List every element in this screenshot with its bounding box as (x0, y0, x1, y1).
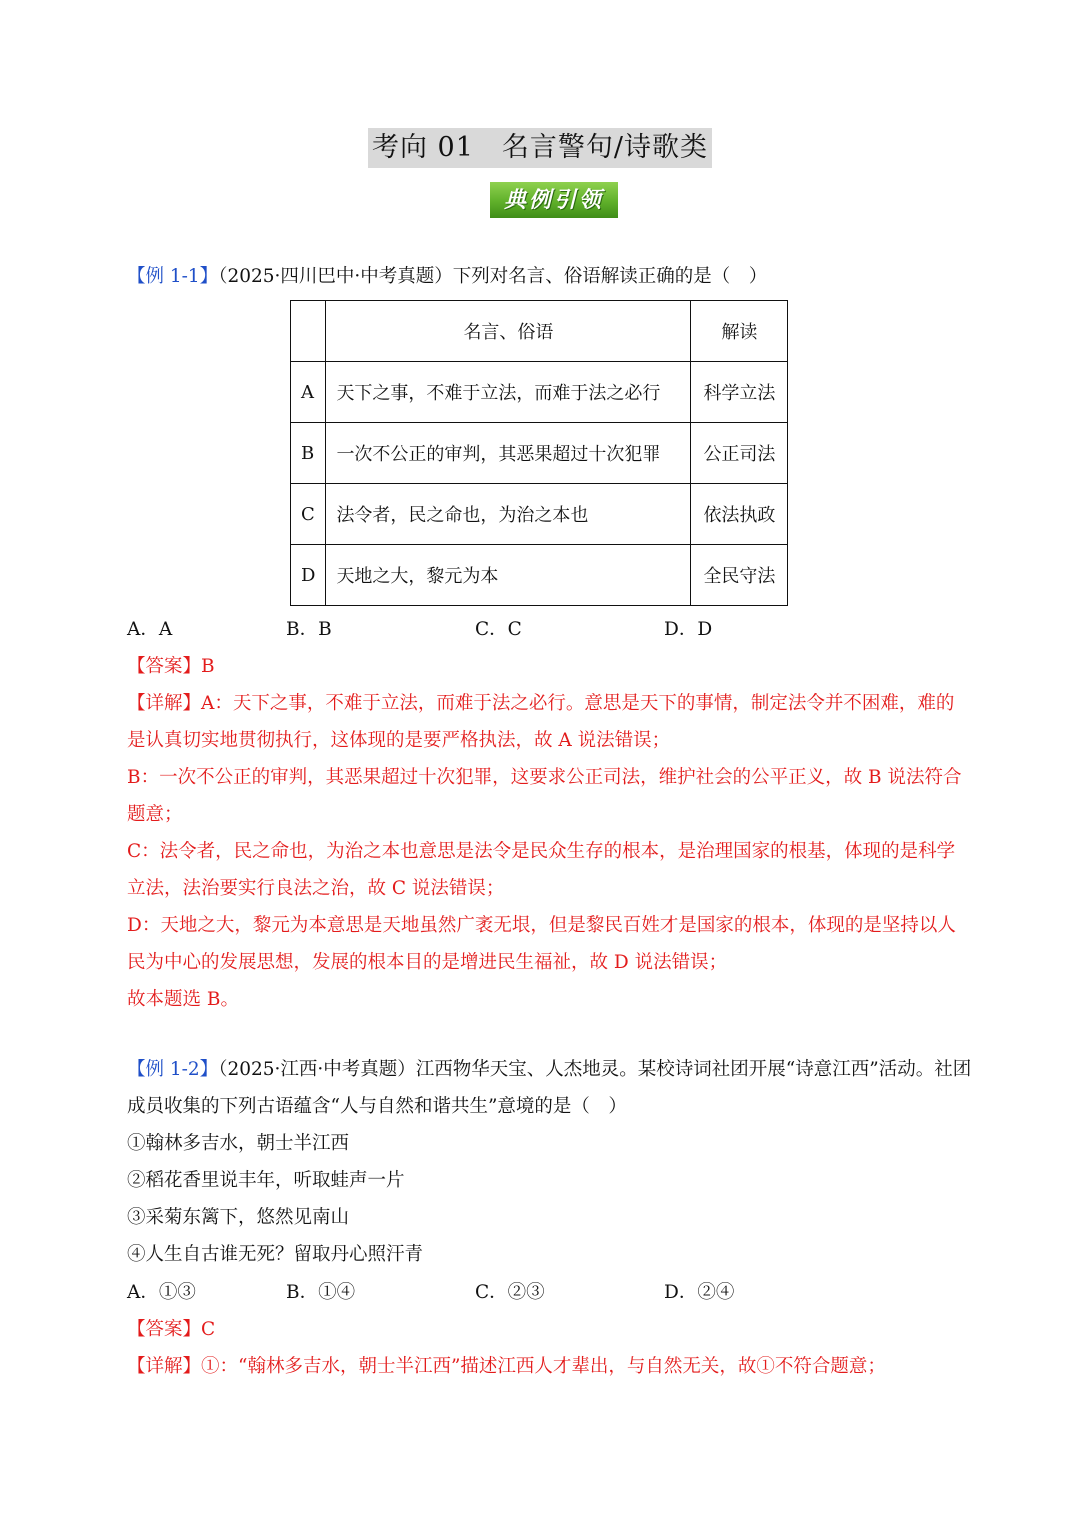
table-cell: B (291, 423, 326, 484)
q2-option-d: D．②④ (664, 1282, 735, 1303)
q2-item: ④人生自古谁无死？留取丹心照汗青 (127, 1244, 424, 1265)
detail-text: A：天下之事，不难于立法，而难于法之必行。意思是天下的事情，制定法令并不困难，难的 (201, 693, 955, 714)
table-cell: 依法执政 (691, 484, 788, 545)
table-cell: C (291, 484, 326, 545)
q1-detail-line: 故本题选 B。 (127, 989, 239, 1010)
q1-detail-line: 是认真切实地贯彻执行，这体现的是要严格执法，故 A 说法错误； (127, 730, 671, 751)
table-cell: 公正司法 (691, 423, 788, 484)
table-cell: 天下之事，不难于立法，而难于法之必行 (326, 362, 691, 423)
answer-tag: 【答案】 (127, 656, 202, 677)
q1-detail-line: B：一次不公正的审判，其恶果超过十次犯罪，这要求公正司法，维护社会的公平正义，故 B 说法符合 (127, 767, 962, 788)
table-cell: 天地之大，黎元为本 (326, 545, 691, 606)
table-cell: 全民守法 (691, 545, 788, 606)
q2-option-b: B．①④ (286, 1282, 356, 1303)
q1-tag: 【例 1-1】 (127, 266, 219, 287)
table-header-cell (291, 301, 326, 362)
answer-tag: 【答案】 (127, 1319, 202, 1340)
section-title: 考向 01 名言警句/诗歌类 (0, 128, 1080, 168)
table-cell: 科学立法 (691, 362, 788, 423)
q2-stem-line (127, 1051, 987, 1088)
detail-text: ①：“翰林多吉水，朝士半江西”描述江西人才辈出，与自然无关，故①不符合题意； (201, 1356, 886, 1377)
table-row (291, 484, 788, 545)
q1-table (290, 300, 788, 606)
q1-detail-line: C：法令者，民之命也，为治之本也意思是法令是民众生存的根本，是治理国家的根基，体现的是科学 (127, 841, 956, 862)
q2-tag: 【例 1-2】 (127, 1059, 219, 1080)
answer-value: B (201, 656, 215, 677)
q2-item: ②稻花香里说丰年，听取蛙声一片 (127, 1170, 405, 1191)
q1-answer (127, 648, 987, 685)
table-cell: 法令者，民之命也，为治之本也 (326, 484, 691, 545)
q1-option-d: D．D (664, 619, 713, 640)
example-badge: 典例引领 (490, 182, 618, 218)
table-header-cell: 名言、俗语 (326, 301, 691, 362)
q1-detail-line: D：天地之大，黎元为本意思是天地虽然广袤无垠，但是黎民百姓才是国家的根本，体现的是坚持以人 (127, 915, 956, 936)
q1-option-b: B．B (286, 619, 332, 640)
table-cell: 一次不公正的审判，其恶果超过十次犯罪 (326, 423, 691, 484)
table-cell: A (291, 362, 326, 423)
q2-option-a: A．①③ (127, 1282, 196, 1303)
detail-tag: 【详解】 (127, 693, 202, 714)
q2-detail-line (127, 1348, 987, 1385)
q2-option-c: C．②③ (475, 1282, 545, 1303)
q1-detail-line (127, 685, 987, 722)
q2-stem: （2025·江西·中考真题）江西物华天宝、人杰地灵。某校诗词社团开展“诗意江西”活动。社团 (218, 1059, 972, 1080)
table-cell: D (291, 545, 326, 606)
q1-option-a: A．A (127, 619, 173, 640)
q2-stem-line: 成员收集的下列古语蕴含“人与自然和谐共生”意境的是（ ） (127, 1096, 627, 1117)
table-row (291, 423, 788, 484)
q1-detail-line: 立法，法治要实行良法之治，故 C 说法错误； (127, 878, 505, 899)
q1-option-c: C．C (475, 619, 522, 640)
q1-detail-line: 题意； (127, 804, 183, 825)
q1-stem-line (127, 258, 987, 295)
q2-item: ③采菊东篱下，悠然见南山 (127, 1207, 350, 1228)
q2-answer (127, 1311, 987, 1348)
detail-tag: 【详解】 (127, 1356, 202, 1377)
table-row (291, 362, 788, 423)
q1-stem: （2025·四川巴中·中考真题）下列对名言、俗语解读正确的是（ ） (218, 266, 768, 287)
q2-item: ①翰林多吉水，朝士半江西 (127, 1133, 350, 1154)
table-header-row (291, 301, 788, 362)
table-row (291, 545, 788, 606)
table-header-cell: 解读 (691, 301, 788, 362)
answer-value: C (201, 1319, 216, 1340)
q1-detail-line: 民为中心的发展思想，发展的根本目的是增进民生福祉，故 D 说法错误； (127, 952, 728, 973)
